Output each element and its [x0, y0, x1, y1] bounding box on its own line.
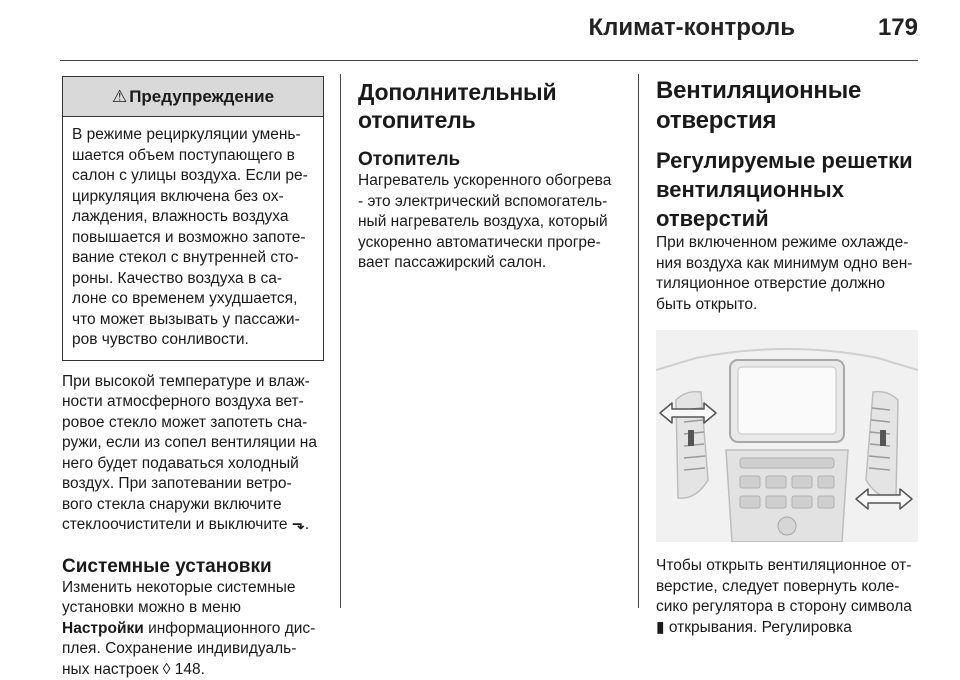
text-line: [62, 619, 324, 640]
text-fragment: стеклоочистители и выключите: [62, 516, 288, 533]
text-line: воздух. При запотевании ветро-: [62, 474, 324, 495]
text-fragment: информационного дис-: [144, 620, 316, 637]
vents-open-paragraph: [656, 556, 920, 638]
column-3: [656, 76, 920, 638]
text-line: - это электрический вспомогатель-: [358, 192, 620, 213]
system-settings-heading: Системные установки: [62, 556, 324, 578]
text-line: быть открыто.: [656, 295, 920, 316]
text-line: стеклоочистители и выключите ⬎.: [62, 515, 324, 536]
vents-heading: [656, 76, 920, 136]
column-2: [358, 76, 620, 274]
heading-line: отверстия: [656, 106, 920, 136]
column-divider-1: [340, 74, 341, 608]
text-line: При высокой температуре и влаж-: [62, 372, 324, 393]
text-line: установки можно в меню: [62, 598, 324, 619]
warning-box: [62, 76, 324, 361]
warning-line: шается объем поступающего в: [72, 146, 315, 167]
warning-line: вание стекол с внутренней сто-: [72, 248, 315, 269]
text-line: Изменить некоторые системные: [62, 578, 324, 599]
warning-header: [63, 77, 323, 117]
text-line: Чтобы открыть вентиляционное от-: [656, 556, 920, 577]
heading-line: вентиляционных: [656, 175, 920, 204]
page-reference-icon: ◊: [163, 661, 171, 678]
heading-line: отверстий: [656, 204, 920, 233]
text-line: сико регулятора в сторону символа: [656, 597, 920, 618]
open-symbol-icon: ▮: [656, 619, 665, 636]
warning-line: циркуляция включена без ох-: [72, 187, 315, 208]
vents-intro-paragraph: [656, 233, 920, 315]
text-line: вает пассажирский салон.: [358, 253, 620, 274]
text-fragment: открывания. Регулировка: [665, 619, 852, 636]
dashboard-vents-illustration: [656, 330, 918, 542]
text-line: ускоренно автоматически прогре-: [358, 233, 620, 254]
warning-line: лаждения, влажность воздуха: [72, 207, 315, 228]
text-line: [656, 618, 920, 639]
text-line: Нагреватель ускоренного обогрева: [358, 171, 620, 192]
column-divider-2: [638, 74, 639, 608]
text-line: [62, 660, 324, 680]
warning-body: [63, 117, 323, 360]
text-line: вого стекла снаружи включите: [62, 495, 324, 516]
heater-paragraph: [358, 171, 620, 274]
warning-line: В режиме рециркуляции умень-: [72, 125, 315, 146]
text-line: При включенном режиме охлажде-: [656, 233, 920, 254]
column-1: [62, 76, 324, 680]
heading-line: Дополнительный: [358, 78, 620, 106]
heading-line: Регулируемые решетки: [656, 146, 920, 175]
warning-title: Предупреждение: [129, 87, 274, 106]
warning-line: салон с улицы воздуха. Если ре-: [72, 166, 315, 187]
text-fragment: ных настроек: [62, 661, 163, 678]
air-conditioning-symbol-icon: ⬎: [292, 516, 305, 533]
warning-line: ров чувство сонливости.: [72, 330, 315, 351]
text-line: тиляционное отверстие должно: [656, 274, 920, 295]
text-line: плея. Сохранение индивидуаль-: [62, 639, 324, 660]
aux-heater-heading: [358, 78, 620, 134]
settings-menu-term: Настройки: [62, 620, 144, 637]
heater-subheading: Отопитель: [358, 149, 620, 171]
adjustable-vents-heading: [656, 146, 920, 233]
humidity-paragraph: [62, 372, 324, 536]
text-line: ровое стекло может запотеть сна-: [62, 413, 324, 434]
chapter-title: Климат-контроль: [588, 14, 795, 42]
text-line: ния воздуха как минимум одно вен-: [656, 254, 920, 275]
warning-line: что может вызывать у пассажи-: [72, 310, 315, 331]
warning-triangle-icon: ⚠: [112, 87, 127, 106]
text-line: ружи, если из сопел вентиляции на: [62, 433, 324, 454]
header-divider: [60, 60, 918, 61]
text-line: ный нагреватель воздуха, который: [358, 212, 620, 233]
warning-line: лоне со временем ухудшается,: [72, 289, 315, 310]
text-line: верстие, следует повернуть коле-: [656, 577, 920, 598]
system-settings-paragraph: [62, 578, 324, 680]
warning-line: роны. Качество воздуха в са-: [72, 269, 315, 290]
page-number: 179: [878, 14, 918, 42]
warning-line: повышается и возможно запоте-: [72, 228, 315, 249]
page-reference-number: 148.: [170, 661, 204, 678]
heading-line: отопитель: [358, 106, 620, 134]
heading-line: Вентиляционные: [656, 76, 920, 106]
text-line: него будет подаваться холодный: [62, 454, 324, 475]
text-line: ности атмосферного воздуха вет-: [62, 392, 324, 413]
